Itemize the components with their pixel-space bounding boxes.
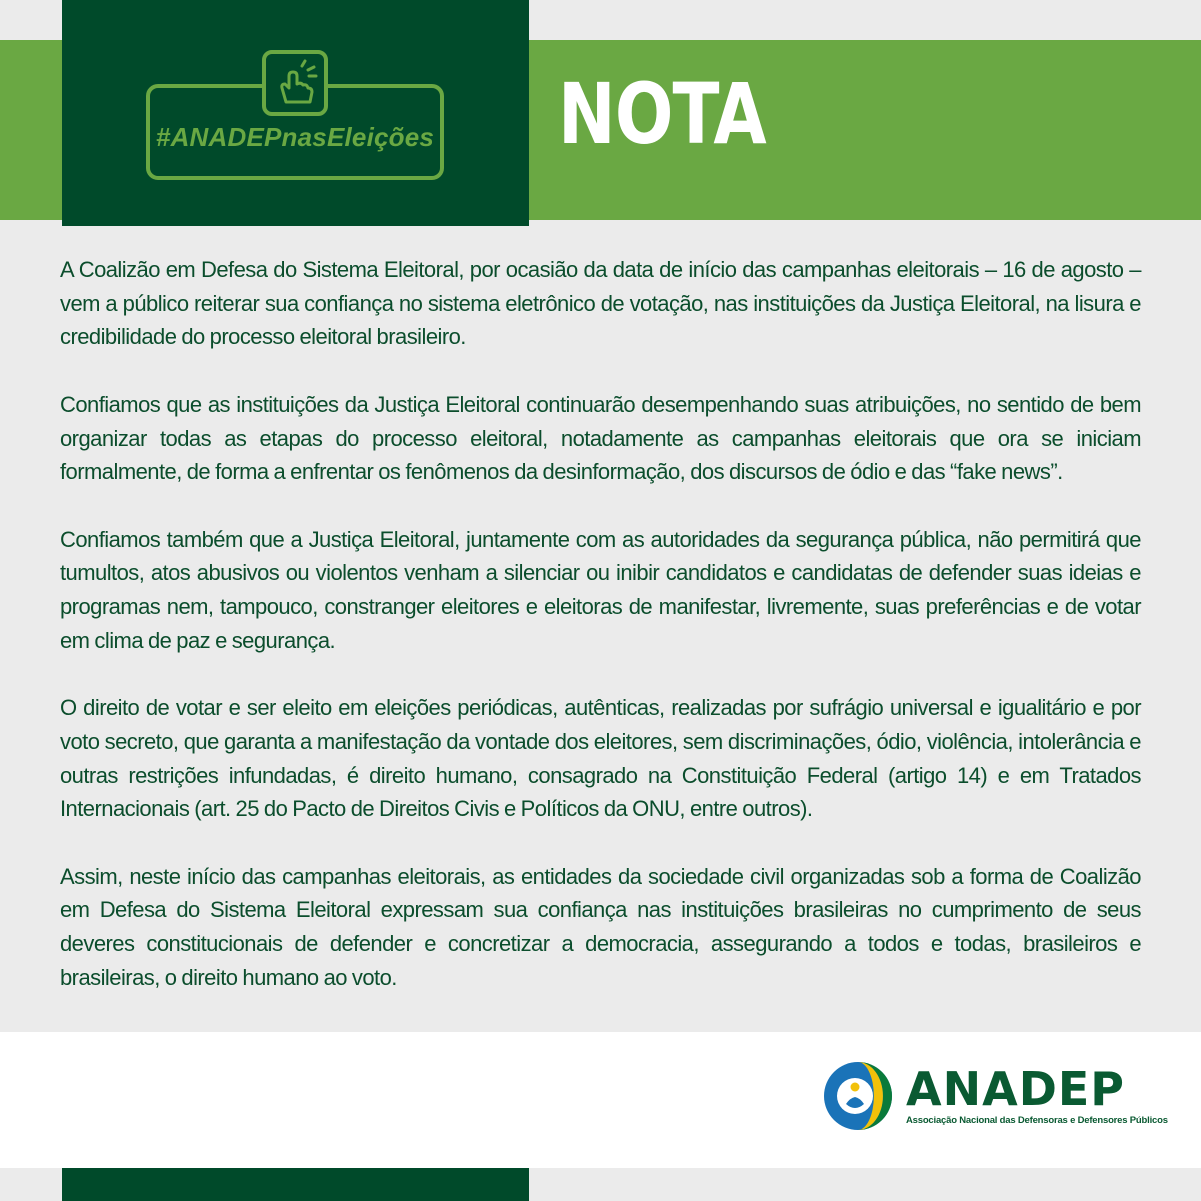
hashtag-label: #ANADEPnasEleições [155,122,435,152]
hand-tap-icon [262,50,328,116]
logo-subtitle: Associação Nacional das Defensoras e Defensores Públicos [906,1115,1168,1126]
anadep-logo-icon [822,1060,894,1132]
logo-wordmark: ANADEP [906,1062,1126,1116]
paragraph: Confiamos que as instituições da Justiça Eleitoral continuarão desempenhando suas atribuições, no sentido de bem organizar todas as etapas do processo eleitoral, notadamente as campanhas eleitorais que ora se iniciam formalmente, de forma a enfrentar os fenômenos da desinformação, dos discursos de ódio e das “fake news”. [60,391,1141,485]
paragraph: Assim, neste início das campanhas eleitorais, as entidades da sociedade civil organizadas sob a forma de Coalizão em Defesa do Sistema Eleitoral expressam sua confiança nas instituições brasileiras no cumprimento de seus deveres constitucionais de defender e concretizar a democracia, assegurando a todos e todas, brasileiros e brasileiras, o direito humano ao voto. [60,863,1141,990]
note-body [60,253,1141,1028]
page-title: NOTA [558,65,766,163]
bottom-dark-strip [62,1168,529,1201]
paragraph: O direito de votar e ser eleito em eleições periódicas, autênticas, realizadas por sufrágio universal e igualitário e por voto secreto, que garanta a manifestação da vontade dos eleitores, sem discriminações, ódio, violência, intolerância e outras restrições infundadas, é direito humano, consagrado na Constituição Federal (artigo 14) e em Tratados Internacionais (art. 25 do Pacto de Direitos Civis e Políticos da ONU, entre outros). [60,695,1141,822]
paragraph: A Coalizão em Defesa do Sistema Eleitoral, por ocasião da data de início das campanhas eleitorais – 16 de agosto – vem a público reiterar sua confiança no sistema eletrônico de votação, nas instituições da Justiça Eleitoral, na lisura e credibilidade do processo eleitoral brasileiro. [60,257,1141,350]
paragraph: Confiamos também que a Justiça Eleitoral, juntamente com as autoridades da segurança pública, não permitirá que tumultos, atos abusivos ou violentos venham a silenciar ou inibir candidatos e candidatas de defender suas ideias e programas nem, tampouco, constranger eleitores e eleitoras de manifestar, livremente, suas preferências e de votar em clima de paz e segurança. [60,526,1141,653]
